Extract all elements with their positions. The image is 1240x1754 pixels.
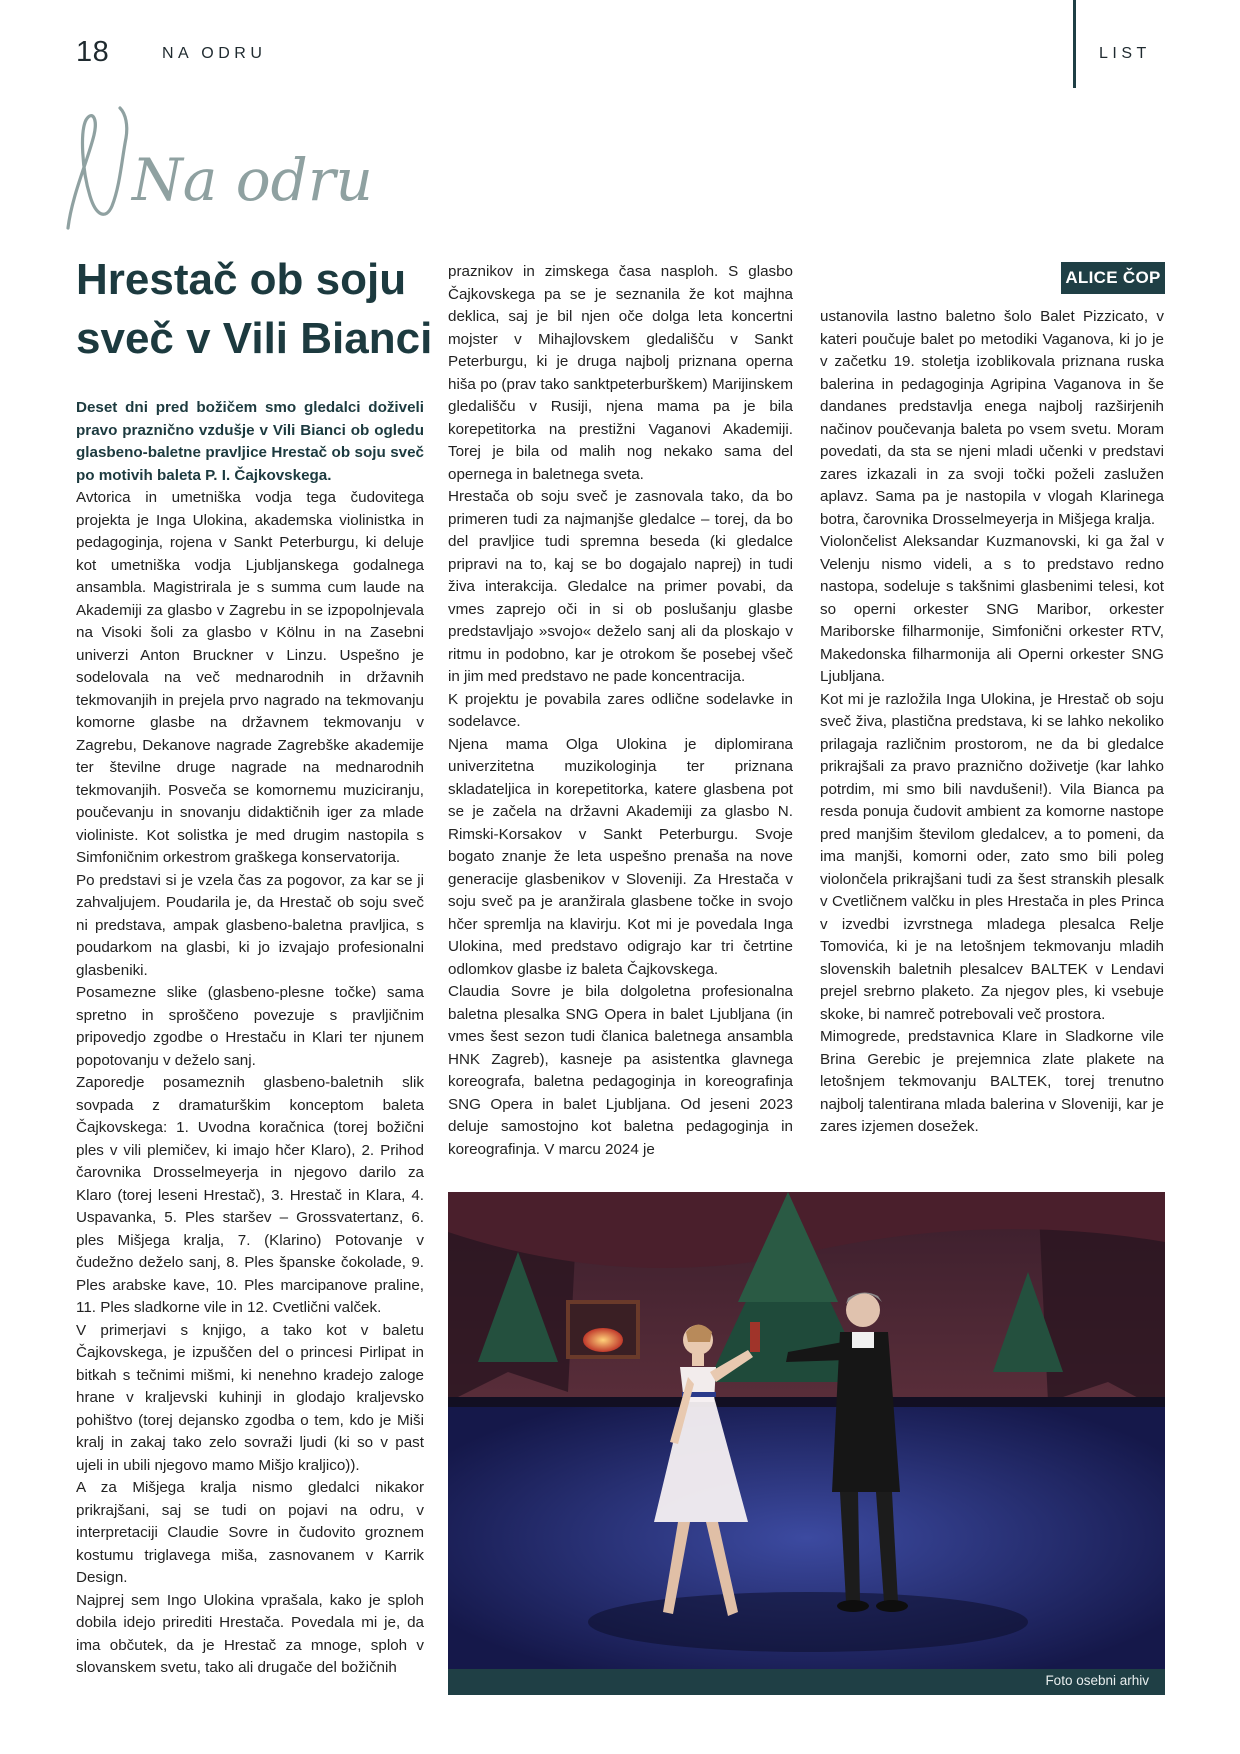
stage-edge [448, 1397, 1165, 1407]
paragraph: Po predstavi si je vzela čas za pogovor, za kar se ji zahvaljujem. Poudarila je, da Hrestač ob soju sveč ni predstava, ampak glasbeno-baletna pravljica, s poudarkom na glasbi, ki jo izvajajo profesionalni glasbeniki. [76, 871, 424, 979]
script-n-stroke [68, 108, 127, 228]
article-headline [76, 250, 436, 368]
header-divider [1073, 0, 1076, 88]
page-number: 18 [76, 36, 110, 68]
section-label: NA ODRU [162, 45, 267, 62]
article-lead: Deset dni pred božičem smo gledalci doživeli pravo praznično vzdušje v Vili Bianci ob ogledu glasbeno-baletne pravljice Hrestač ob soju sveč po motivih baleta P. I. Čajkovskega. [76, 399, 424, 484]
article-column-3 [820, 306, 1164, 1139]
headline-line-2: sveč v Vili Bianci [76, 314, 433, 363]
script-section-title [60, 100, 373, 240]
paragraph: Njena mama Olga Ulokina je diplomirana univerzitetna muzikologinja ter priznana skladateljica in korepetitorka, katere glasbena pot se je začela na državni Akademiji za glasbo N. Rimski-Korsakov v Sankt Peterburgu. Svoje bogato znanje že leta uspešno prenaša na nove generacije glasbenikov v Sloveniji. Za Hrestača v soju sveč pa je aranžirala glasbene točke in svojo hčer spremlja na klavirju. Kot mi je povedala Inga Ulokina, med predstavo odigrajo kar tri četrtine odlomkov glasbe iz baleta Čajkovskega. [448, 735, 793, 978]
paragraph: V primerjavi s knjigo, a tako kot v baletu Čajkovskega, je izpuščen del o princesi Pirlipat in bitkah s tečnimi mišmi, ki nenehno kradejo zaloge hrane v kraljevski kuhinji in glodajo kraljevsko pohištvo (torej dejansko zgodba o tem, kdo je Miši kralj in zakaj tako zelo sovraži ljudi (ki so v past ujeli in ubili njegovo mamo Mišjo kraljico)). [76, 1321, 424, 1474]
fireplace-flame [583, 1328, 623, 1352]
paragraph: Violončelist Aleksandar Kuzmanovski, ki ga žal v Velenju nismo videli, a s to predstavo redno nastopa, sodeluje s takšnimi glasbenimi telesi, kot so operni orkester SNG Maribor, orkester Mariborske filharmonije, Simfonični orkester RTV, Makedonska filharmonija ali Operni orkester SNG Ljubljana. [820, 533, 1164, 685]
paragraph: Posamezne slike (glasbeno-plesne točke) sama spretno in sproščeno povezuje s pravljičnim pripovedjo zgodbe o Hrestaču in Klari ter njunem popotovanju v deželo sanj. [76, 984, 424, 1069]
paragraph: praznikov in zimskega časa nasploh. S glasbo Čajkovskega pa se je seznanila že kot majhna deklica, saj je bil njen oče dolga leta koncertni mojster v Mihajlovskem gledališču v Sankt Peterburgu, ki je druga najbolj priznana operna hiša po (prav tako sanktpeterburškem) Marijinskem gledališču v Rusiji, njena mama pa je bila korepetitorka na prestižni Vaganovi Akademiji. Torej je bila od malih nog nekako sama del opernega in baletnega sveta. [448, 263, 793, 483]
performance-photo [448, 1192, 1165, 1669]
photo-credit-bar [448, 1669, 1165, 1695]
paragraph: Hrestača ob soju sveč je zasnovala tako, da bo primeren tudi za najmanjše gledalce – torej, da bo del pravljice tudi spremna beseda (ki gledalce pripravi na to, kaj se bo dogajalo naprej) in tudi živa interakcija. Gledalce na primer povabi, da vmes zaprejo oči in si ob poslušanju glasbe predstavljajo »svojo« deželo sanj ali da ploskajo v ritmu in podobno, kar je otrokom še posebej všeč in jim med predstavo ne pade koncentracija. [448, 488, 793, 685]
paragraph: K projektu je povabila zares odlične sodelavke in sodelavce. [448, 690, 793, 730]
brand-label: LIST [1099, 45, 1151, 62]
article-column-1 [76, 397, 424, 1680]
paragraph: Zaporedje posameznih glasbeno-baletnih slik sovpada z dramaturškim konceptom baleta Čajkovskega: 1. Uvodna koračnica (torej božični ples v vili plemičev, ki imajo hčer Klaro), 2. Prihod čarovnika Drosselmeyerja in njegovo darilo za Klaro (torej leseni Hrestač), 3. Hrestač in Klara, 4. Uspavanka, 5. Ples staršev – Grossvatertanz, 6. ples Mišjega kralja, 7. (Klarino) Potovanje v čudežno deželo sanj, 8. Ples španske čokolade, 9. Ples arabske kave, 10. Ples marcipanove praline, 11. Ples sladkorne vile in 12. Cvetlični valček. [76, 1074, 424, 1316]
paragraph: A za Mišjega kralja nismo gledalci nikakor prikrajšani, saj se tudi on pojavi na odru, v interpretaciji Claudie Sovre in čudovito groznem kostumu triglavega miša, zasnovanem v Karrik Design. [76, 1479, 424, 1586]
paragraph: Avtorica in umetniška vodja tega čudovitega projekta je Inga Ulokina, akademska violinistka in pedagoginja, rojena v Sankt Peterburgu, ki deluje kot umetniška vodja Ljubljanskega godalnega ansambla. Magistrirala je s summa cum laude na Akademiji za glasbo v Zagrebu in se izpopolnjevala na Visoki šoli za glasbo v Kölnu in na Zasebni univerzi Anton Bruckner v Linzu. Uspešno je sodelovala na več mednarodnih in državnih tekmovanjih in prejela prvo nagrado na tekmovanju komorne glasbe na državnem tekmovanju v Zagrebu, Dekanove nagrade Zagrebške akademije ter številne druge nagrade na mednarodnih tekmovanjih. Posveča se komornemu muziciranju, poučevanju in snovanju didaktičnih iger za mlade violiniste. Kot solistka je med drugim nastopila s Simfoničnim orkestrom graškega konservatorija. [76, 489, 424, 866]
nutcracker-doll [750, 1322, 760, 1352]
headline-line-1: Hrestač ob soju [76, 255, 407, 304]
article-column-2 [448, 261, 793, 1161]
author-badge: ALICE ČOP [1061, 262, 1165, 294]
script-title-text: Na odru [132, 146, 373, 214]
paragraph: Najprej sem Ingo Ulokina vprašala, kako je sploh dobila idejo prirediti Hrestača. Povedala mi je, da ima občutek, da je Hrestač za mnoge, sploh v slovanskem svetu, tako ali drugače del božičnih [76, 1591, 424, 1676]
paragraph: Mimogrede, predstavnica Klare in Sladkorne vile Brina Gerebic je prejemnica zlate plakete na letošnjem tekmovanju BALTEK, torej trenutno najbolj talentirana mlada balerina v Sloveniji, kar je zares izjemen dosežek. [820, 1028, 1164, 1135]
photo-credit: Foto osebni arhiv [1045, 1673, 1149, 1688]
paragraph: ustanovila lastno baletno šolo Balet Pizzicato, v kateri poučuje balet po metodiki Vaganova, ki jo je v začetku 19. stoletja izoblikovala priznana ruska balerina in pedagoginja Agripina Vaganova in še dandanes predstavlja enega najbolj razširjenih načinov poučevanja baleta po vsem svetu. Moram povedati, da sta se njeni mladi učenki v predstavi zares izkazali in za svoji točki poželi zaslužen aplavz. Sama pa je nastopila v vlogah Klarinega botra, čarovnika Drosselmeyerja in Mišjega kralja. [820, 308, 1164, 528]
paragraph: Claudia Sovre je bila dolgoletna profesionalna baletna plesalka SNG Opera in balet Ljubljana (in vmes šest sezon tudi članica baletnega ansambla HNK Zagreb), kasneje pa asistentka glavnega koreografa, baletna pedagoginja in koreografinja SNG Opera in balet Ljubljana. Od jeseni 2023 deluje samostojno kot baletna pedagoginja in koreografinja. V marcu 2024 je [448, 983, 793, 1158]
dancer-shadow [588, 1592, 1028, 1652]
paragraph: Kot mi je razložila Inga Ulokina, je Hrestač ob soju sveč živa, plastična predstava, ki se lahko nekoliko prilagaja različnim prostorom, ne da bi gledalce prikrajšali za pravo praznično doživetje (kar lahko potrdim, mi smo bili navdušeni!). Vila Bianca pa resda ponuja čudovit ambient za komorne nastope pred manjšim številom gledalcev, a to pomeni, da ima manjši, komorni oder, zato smo bili poleg violončela prikrajšani tudi za šest stranskih plesalk v Cvetličnem valčku in ples Hrestača in ples Princa v izvedbi izvrstnega mladega plesalca Relje Tomovića, ki je na letošnjem tekmovanju mladih slovenskih baletnih plesalcev BALTEK v Lendavi prejel srebrno plaketo. Za njegov ples, ki vsebuje skoke, bi namreč potrebovali več prostora. [820, 690, 1164, 1023]
